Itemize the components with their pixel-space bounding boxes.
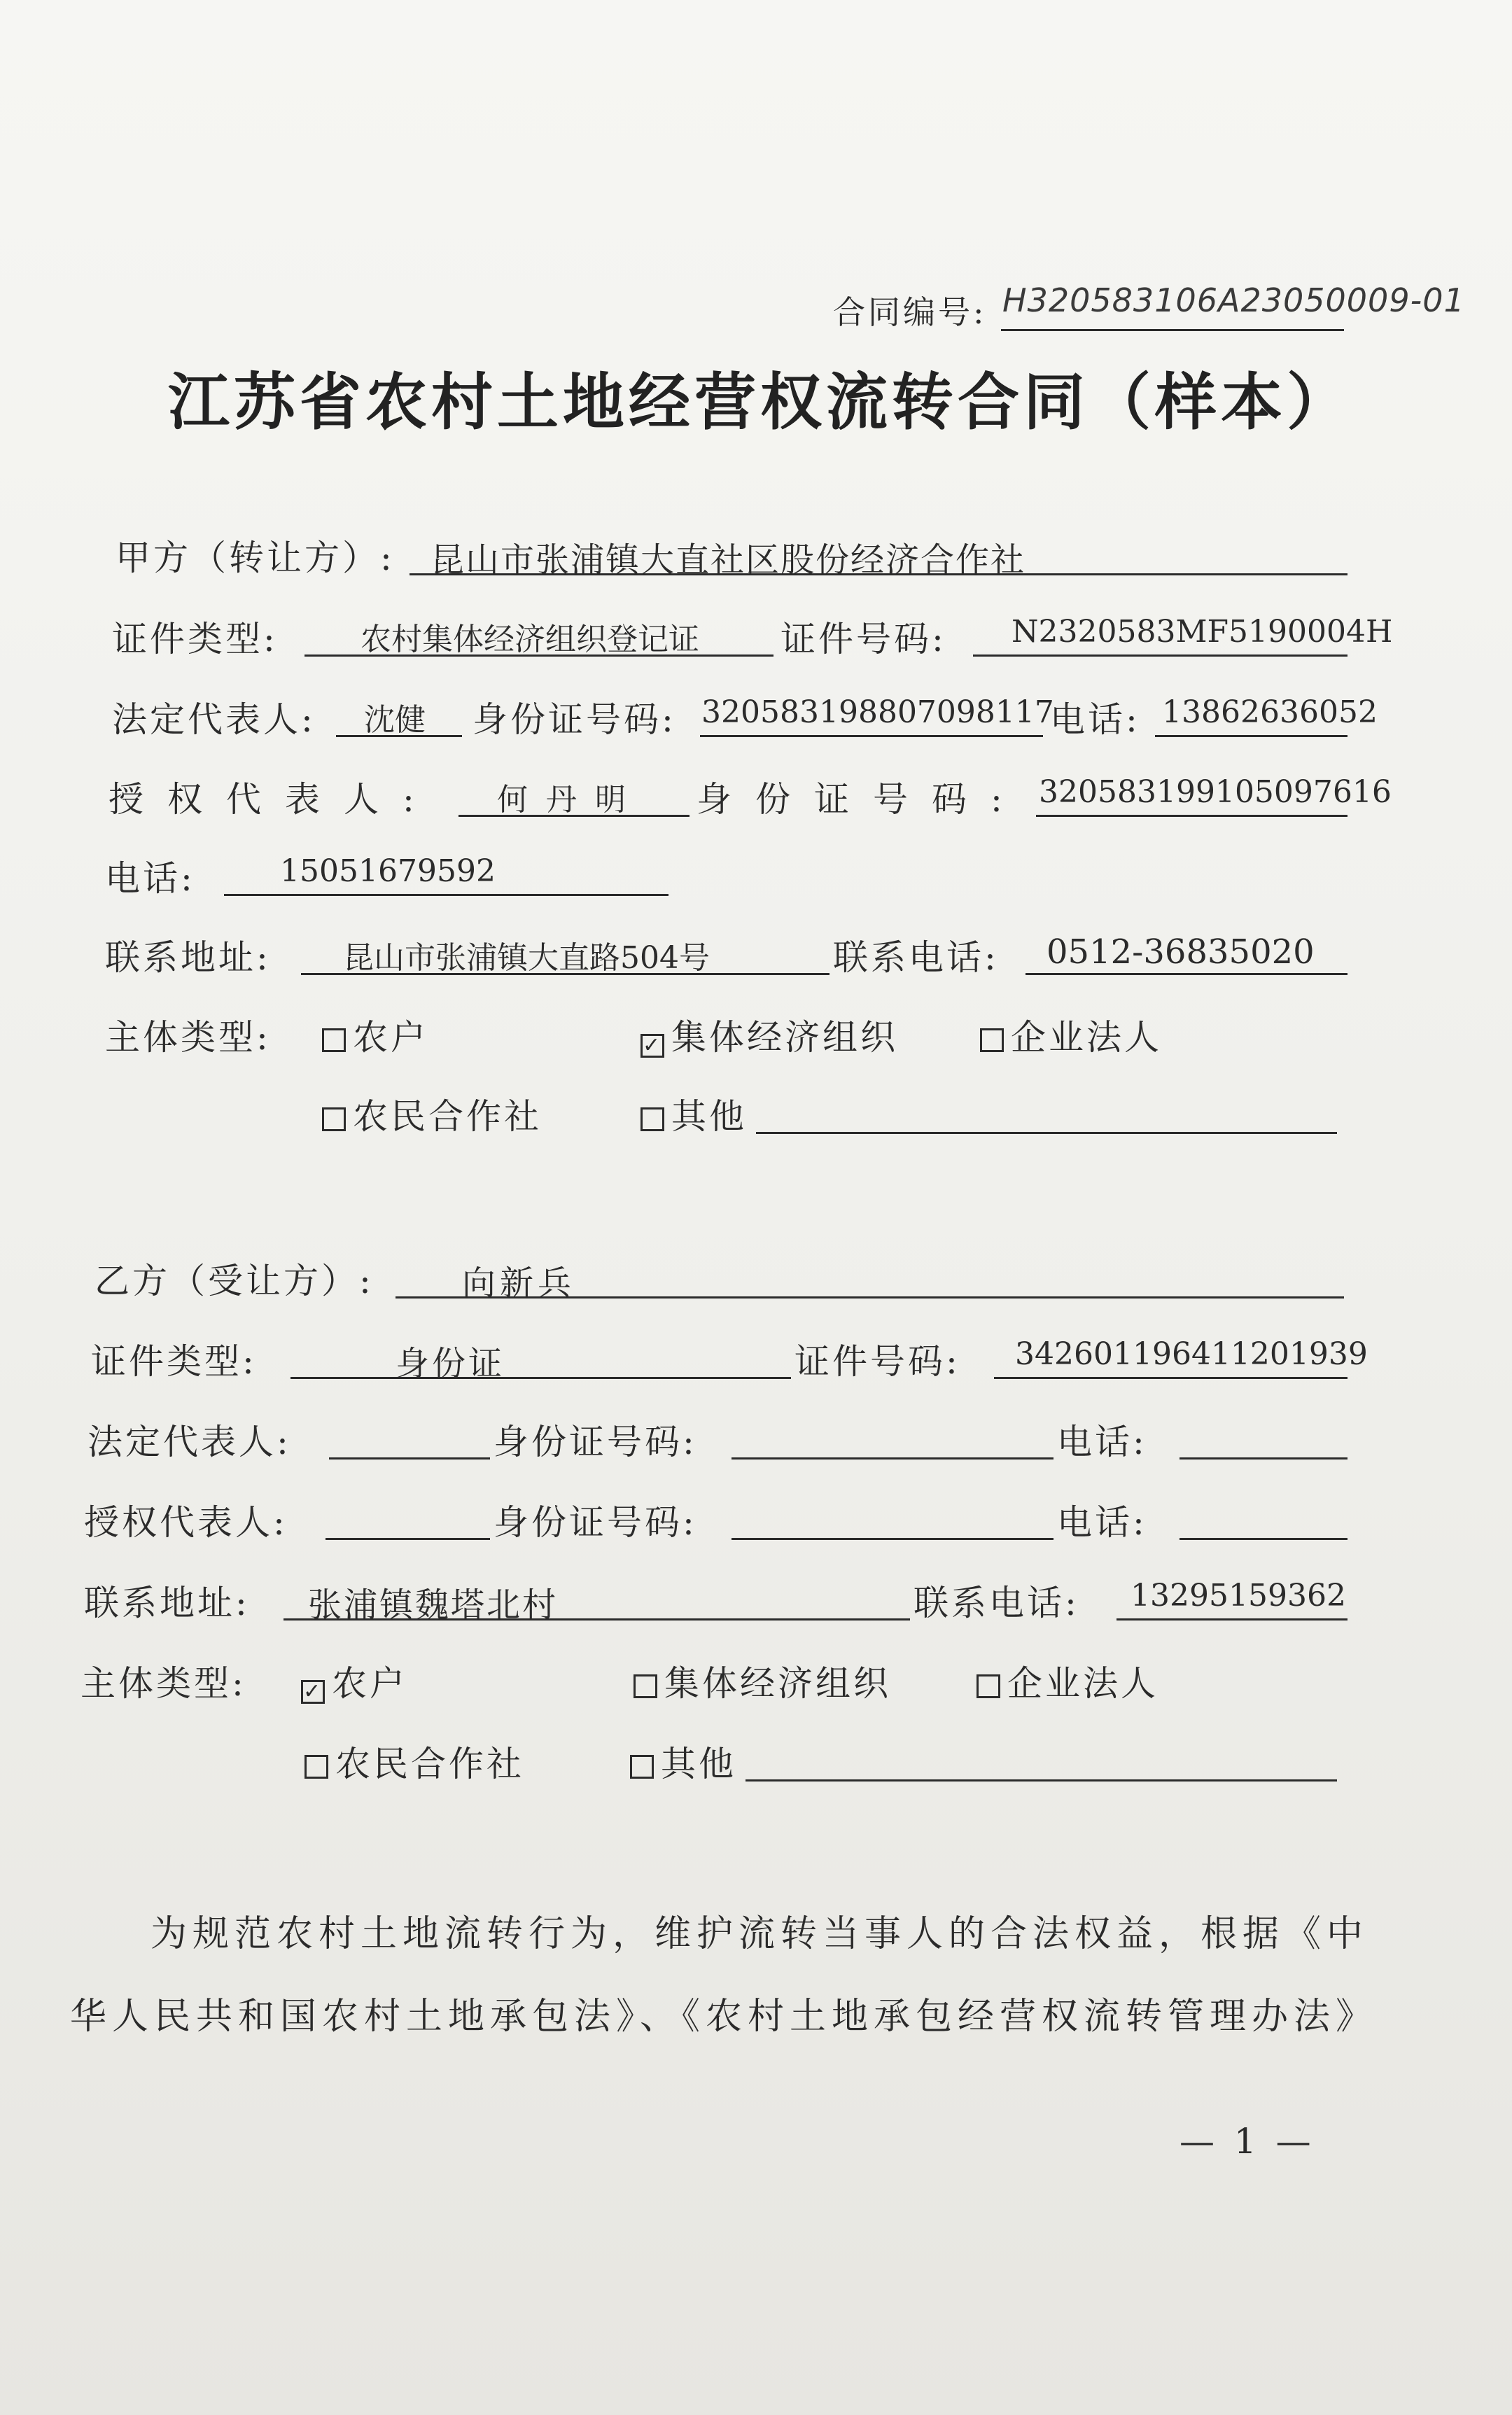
party-b-cert-type: 身份证: [396, 1344, 505, 1383]
party-a-auth-rep-phone: 15051679592: [280, 853, 496, 889]
party-b-other-field[interactable]: [746, 1736, 1337, 1782]
party-b-auth-rep-id-field[interactable]: [732, 1494, 1054, 1540]
checkbox-icon[interactable]: [630, 1755, 654, 1779]
party-a-option-farmer[interactable]: 农户: [322, 1009, 428, 1060]
party-a-contact-phone-field: [1026, 930, 1348, 975]
contract-no-field: [1001, 281, 1465, 331]
party-a-cert-type-label: 证件类型:: [112, 619, 278, 659]
party-a-legal-rep-phone-label: 电话:: [1050, 699, 1140, 740]
party-a-option-collective[interactable]: ✓ 集体经济组织: [640, 1009, 898, 1060]
party-a-name-label: 甲方（转让方）:: [115, 538, 395, 578]
party-a-auth-rep: 何丹明: [497, 782, 644, 818]
party-b-subject-label: 主体类型:: [80, 1663, 246, 1704]
party-a-legal-rep-id: 320583198807098117: [701, 694, 1054, 730]
party-b-legal-rep-id-label: 身份证号码:: [493, 1422, 697, 1462]
party-b-option-collective[interactable]: 集体经济组织: [634, 1656, 891, 1706]
checkbox-checked-icon[interactable]: ✓: [640, 1034, 664, 1058]
party-a-cert-type-field: [304, 611, 774, 657]
party-b-legal-rep-label: 法定代表人:: [88, 1422, 291, 1462]
party-a-address: 昆山市张浦镇大直路504号: [343, 940, 710, 976]
document-title: 江苏省农村土地经营权流转合同（样本）: [168, 365, 1353, 438]
party-b-address-label: 联系地址:: [84, 1583, 250, 1623]
party-b-address-field: [284, 1575, 910, 1625]
party-b-auth-rep-id-label: 身份证号码:: [493, 1502, 697, 1543]
party-b-legal-rep-phone-field[interactable]: [1180, 1414, 1348, 1460]
party-a-contact-phone-label: 联系电话:: [833, 937, 999, 978]
party-a-name-field: [410, 530, 1348, 580]
party-a-option-enterprise[interactable]: 企业法人: [980, 1009, 1162, 1060]
party-b-address: 张浦镇魏塔北村: [308, 1586, 559, 1625]
party-b-auth-rep-phone-label: 电话:: [1057, 1502, 1147, 1543]
party-a-auth-rep-id-field: [1036, 771, 1392, 817]
party-a-legal-rep-field: [336, 692, 462, 737]
party-b-contact-phone-field: [1116, 1575, 1348, 1620]
party-a-legal-rep-phone: 13862636052: [1162, 694, 1378, 730]
party-b-cert-type-label: 证件类型:: [91, 1341, 257, 1382]
party-a-auth-rep-id: 320583199105097616: [1039, 774, 1392, 810]
party-b-option-enterprise[interactable]: 企业法人: [976, 1656, 1158, 1706]
party-a-subject-label: 主体类型:: [105, 1017, 271, 1058]
party-a-cert-no-field: [973, 611, 1393, 657]
checkbox-icon[interactable]: [322, 1028, 346, 1052]
party-a-option-other[interactable]: 其他: [640, 1088, 747, 1139]
party-b-contact-phone-label: 联系电话:: [913, 1583, 1079, 1623]
party-a-address-label: 联系地址:: [105, 937, 271, 978]
party-b-legal-rep-phone-label: 电话:: [1057, 1422, 1147, 1462]
party-b-contact-phone: 13295159362: [1130, 1578, 1346, 1614]
page-number: — 1 —: [1180, 2121, 1315, 2162]
party-b-option-other[interactable]: 其他: [630, 1736, 736, 1786]
contract-no-value: H320583106A23050009-01: [1002, 281, 1465, 319]
party-b-cert-type-field: [290, 1334, 791, 1383]
preamble-line-1: 为规范农村土地流转行为，维护流转当事人的合法权益，根据《中: [150, 1913, 1369, 1955]
party-a-other-field[interactable]: [756, 1088, 1337, 1134]
party-b-cert-no-field: [994, 1334, 1368, 1379]
party-b-name-field: [396, 1253, 1344, 1303]
party-a-auth-rep-label: 授权代表人:: [108, 779, 438, 820]
party-b-name-label: 乙方（受让方）:: [94, 1261, 374, 1301]
party-b-option-cooperative[interactable]: 农民合作社: [304, 1736, 524, 1786]
party-b-cert-no: 342601196411201939: [1015, 1336, 1368, 1372]
party-a-auth-rep-phone-label: 电话:: [105, 858, 195, 899]
party-b-auth-rep-field[interactable]: [326, 1494, 490, 1540]
checkbox-icon[interactable]: [322, 1107, 346, 1131]
party-a-legal-rep-id-label: 身份证号码:: [472, 699, 676, 740]
party-b-legal-rep-field[interactable]: [329, 1414, 490, 1460]
party-a-cert-type: 农村集体经济组织登记证: [360, 622, 699, 657]
party-a-auth-rep-phone-field: [224, 850, 668, 896]
party-a-cert-no-label: 证件号码:: [780, 619, 946, 659]
checkbox-icon[interactable]: [980, 1028, 1004, 1052]
party-a-legal-rep-phone-field: [1155, 692, 1378, 737]
party-a-contact-phone: 0512-36835020: [1046, 932, 1315, 972]
checkbox-icon[interactable]: [640, 1107, 664, 1131]
party-a-address-field: [301, 930, 830, 975]
contract-no-label: 合同编号:: [833, 293, 987, 331]
party-b-legal-rep-id-field[interactable]: [732, 1414, 1054, 1460]
checkbox-checked-icon[interactable]: ✓: [301, 1680, 325, 1704]
party-a-auth-rep-id-label: 身份证号码:: [696, 779, 1026, 820]
party-a-legal-rep-id-field: [700, 692, 1054, 737]
party-a-name: 昆山市张浦镇大直社区股份经济合作社: [430, 540, 1026, 580]
party-b-option-farmer[interactable]: ✓ 农户: [301, 1656, 407, 1706]
party-a-legal-rep: 沈健: [364, 702, 426, 738]
party-b-auth-rep-phone-field[interactable]: [1180, 1494, 1348, 1540]
preamble-line-2: 华人民共和国农村土地承包法》、《农村土地承包经营权流转管理办法》: [70, 1996, 1378, 2038]
party-b-auth-rep-label: 授权代表人:: [84, 1502, 288, 1543]
checkbox-icon[interactable]: [634, 1674, 657, 1698]
party-a-cert-no: N2320583MF5190004H: [1011, 614, 1393, 650]
party-b-name: 向新兵: [462, 1264, 576, 1303]
party-a-legal-rep-label: 法定代表人:: [112, 699, 316, 740]
party-a-auth-rep-field: [458, 771, 690, 817]
checkbox-icon[interactable]: [304, 1755, 328, 1779]
party-a-option-cooperative[interactable]: 农民合作社: [322, 1088, 542, 1139]
checkbox-icon[interactable]: [976, 1674, 1000, 1698]
party-b-cert-no-label: 证件号码:: [794, 1341, 960, 1382]
